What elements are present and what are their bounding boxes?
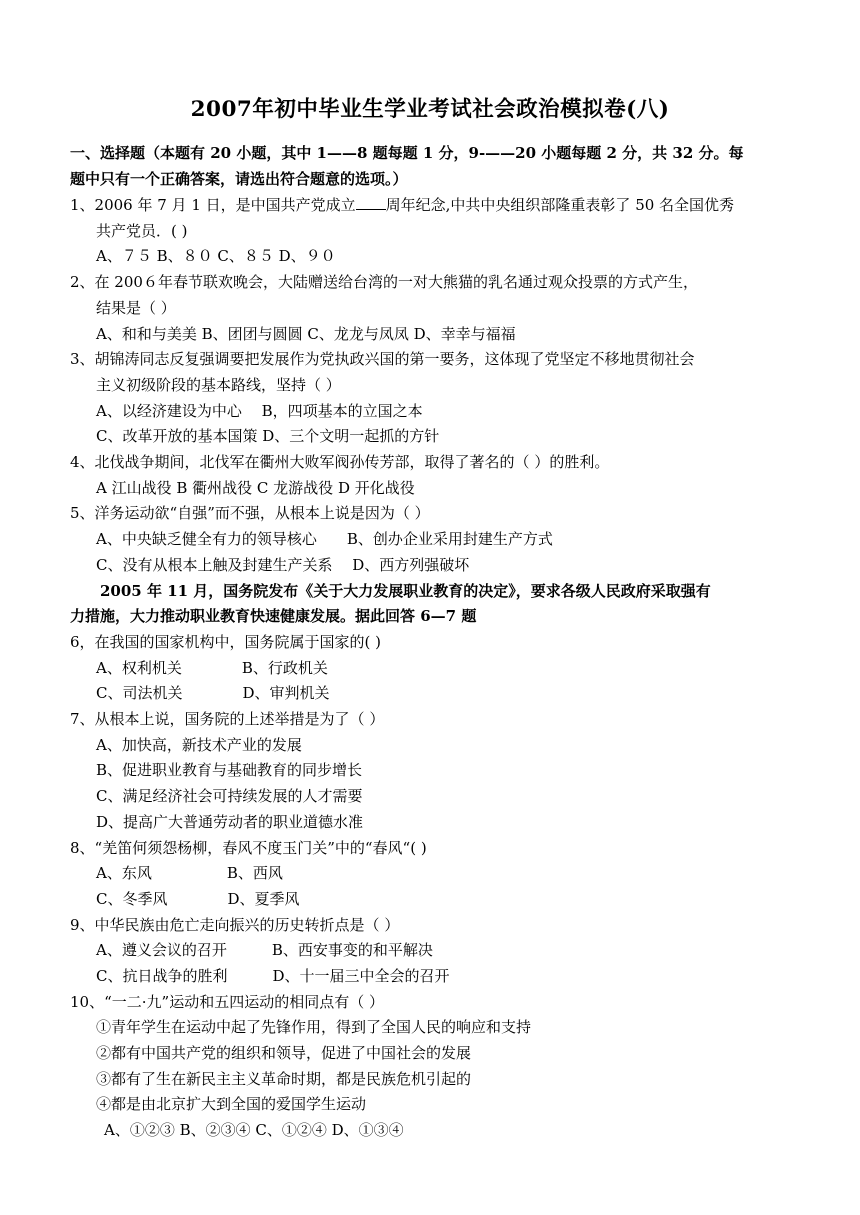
- page-title: 2007年初中毕业生学业考试社会政治模拟卷(八): [190, 97, 670, 122]
- question-3-stem: 3、胡锦涛同志反复强调要把发展作为党执政兴国的第一要务，这体现了党坚定不移地贯彻社会: [70, 350, 695, 368]
- question-7-option-c: C、满足经济社会可持续发展的人才需要: [96, 787, 363, 805]
- question-8-stem: 8、“羌笛何须怨杨柳，春风不度玉门关”中的“春风“( ): [70, 839, 427, 857]
- passage-line-2: 力措施，大力推动职业教育快速健康发展。据此回答 6—7 题: [70, 607, 477, 625]
- question-10-statement-3: ③都有了生在新民主主义革命时期，都是民族危机引起的: [96, 1070, 472, 1088]
- question-2-stem-cont: 结果是（ ）: [96, 299, 176, 317]
- question-1-stem: [70, 195, 734, 215]
- question-9-options-1: A、遵义会议的召开 B、西安事变的和平解决: [96, 941, 433, 959]
- question-6-options-1: A、权利机关 B、行政机关: [96, 659, 328, 677]
- passage-line-1: 2005 年 11 月，国务院发布《关于大力发展职业教育的决定》，要求各级人民政府采取强有: [100, 582, 711, 600]
- section-heading-line-1: 一、选择题（本题有 20 小题，其中 1——8 题每题 1 分，9-——20 小题每题 2 分，共 32 分。每: [70, 144, 744, 162]
- section-heading-line-2: 题中只有一个正确答案，请选出符合题意的选项。）: [70, 170, 408, 188]
- question-5-stem: 5、洋务运动欲“自强”而不强，从根本上说是因为（ ）: [70, 504, 430, 522]
- question-7-stem: 7、从根本上说，国务院的上述举措是为了（ ）: [70, 710, 385, 728]
- question-2-options: A、和和与美美 B、团团与圆圆 C、龙龙与凤凤 D、幸幸与福福: [96, 325, 516, 343]
- question-3-options-1: A、以经济建设为中心 B，四项基本的立国之本: [96, 402, 423, 420]
- question-6-stem: 6，在我国的国家机构中，国务院属于国家的( ): [70, 633, 382, 651]
- question-5-options-1: A、中央缺乏健全有力的领导核心 B、创办企业采用封建生产方式: [96, 530, 553, 548]
- question-4-options: A 江山战役 B 衢州战役 C 龙游战役 D 开化战役: [96, 479, 415, 497]
- question-6-options-2: C、司法机关 D、审判机关: [96, 684, 330, 702]
- question-1-stem-part-b: 周年纪念,中共中央组织部隆重表彰了 50 名全国优秀: [385, 196, 735, 214]
- question-7-option-b: B、促进职业教育与基础教育的同步增长: [96, 761, 363, 779]
- question-4-stem: 4、北伐战争期间，北伐军在衢州大败军阀孙传芳部，取得了著名的（ ）的胜利。: [70, 453, 610, 471]
- question-10-options: A、①②③ B、②③④ C、①②④ D、①③④: [104, 1121, 404, 1139]
- question-1-stem-part-a: 1、2006 年 7 月 1 日，是中国共产党成立: [70, 196, 356, 214]
- question-3-stem-cont: 主义初级阶段的基本路线，坚持（ ）: [96, 376, 341, 394]
- question-1-stem-cont: 共产党员．( ): [96, 222, 188, 240]
- question-9-options-2: C、抗日战争的胜利 D、十一届三中全会的召开: [96, 967, 450, 985]
- question-10-statement-1: ①青年学生在运动中起了先锋作用，得到了全国人民的响应和支持: [96, 1018, 532, 1036]
- question-7-option-d: D、提高广大普通劳动者的职业道德水准: [96, 813, 364, 831]
- question-9-stem: 9、中华民族由危亡走向振兴的历史转折点是（ ）: [70, 916, 400, 934]
- question-10-stem: 10、“一二·九”运动和五四运动的相同点有（ ）: [70, 993, 384, 1011]
- question-10-statement-4: ④都是由北京扩大到全国的爱国学生运动: [96, 1095, 367, 1113]
- question-5-options-2: C、没有从根本上触及封建生产关系 D、西方列强破坏: [96, 556, 470, 574]
- question-10-statement-2: ②都有中国共产党的组织和领导，促进了中国社会的发展: [96, 1044, 472, 1062]
- question-8-options-1: A、东风 B、西风: [96, 864, 283, 882]
- question-1-options: A、７５ B、８０ C、８５ D、９０: [96, 247, 336, 265]
- answer-blank: [356, 195, 386, 210]
- question-8-options-2: C、冬季风 D、夏季风: [96, 890, 300, 908]
- question-3-options-2: C、改革开放的基本国策 D、三个文明一起抓的方针: [96, 427, 440, 445]
- question-7-option-a: A、加快高，新技术产业的发展: [96, 736, 302, 754]
- question-2-stem: 2、在 200６年春节联欢晚会，大陆赠送给台湾的一对大熊猫的乳名通过观众投票的方式产生，: [70, 273, 698, 291]
